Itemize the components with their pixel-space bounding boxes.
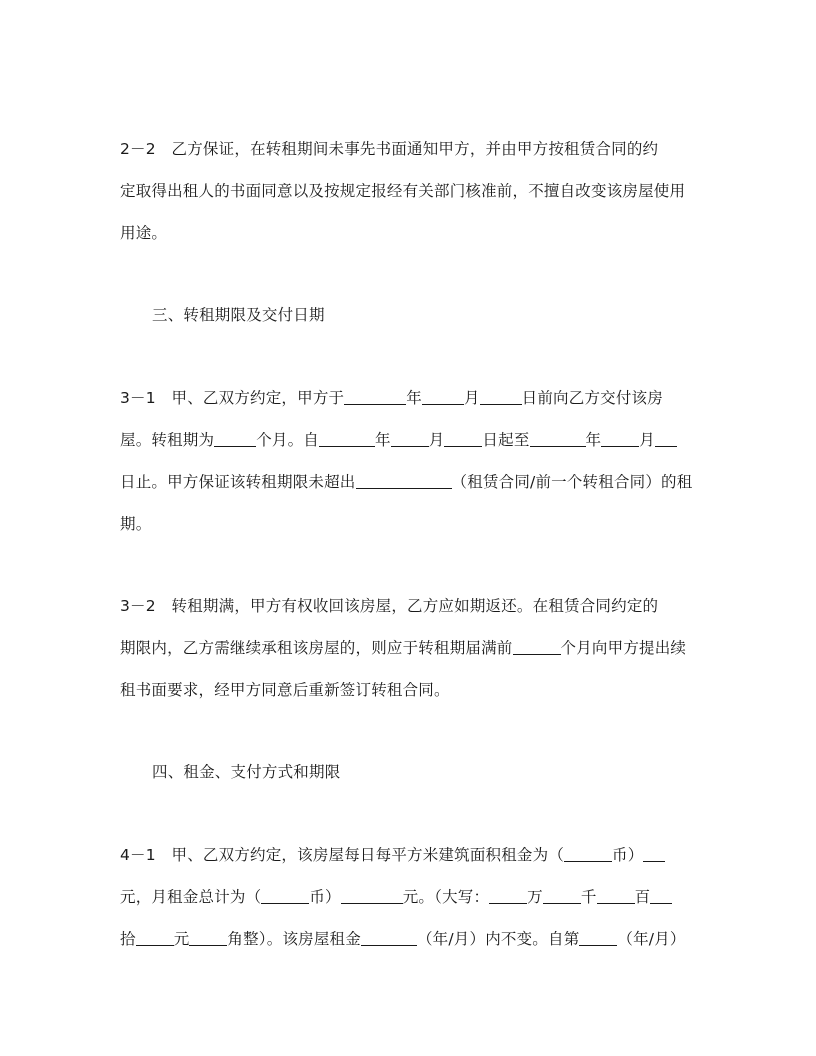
blank-monthly-currency[interactable] <box>261 888 309 904</box>
blank-qian[interactable] <box>543 888 581 904</box>
blank-from-period[interactable] <box>579 930 617 946</box>
blank-start-year[interactable] <box>319 431 375 447</box>
section-heading-4: 四、租金、支付方式和期限 <box>152 763 341 781</box>
clause-2-2-line-3: 用途。 <box>120 224 168 242</box>
blank-start-day[interactable] <box>444 431 482 447</box>
text-fragment: 元 <box>173 930 190 948</box>
clause-2-2-line-1: 2－2 乙方保证，在转租期间未事先书面通知甲方，并由甲方按租赁合同的约 <box>120 140 659 158</box>
clause-3-2-line-1: 3－2 转租期满，甲方有权收回该房屋，乙方应如期返还。在租赁合同约定的 <box>120 597 659 615</box>
blank-day[interactable] <box>480 389 522 405</box>
blank-end-day[interactable] <box>655 431 677 447</box>
blank-monthly-amount[interactable] <box>341 888 403 904</box>
blank-daily-rent[interactable] <box>643 846 665 862</box>
text-fragment: 月 <box>428 431 445 449</box>
text-fragment: 日前向乙方交付该房 <box>521 389 663 407</box>
text-fragment: 百 <box>634 888 651 906</box>
text-fragment: （租赁合同/前一个转租合同）的租 <box>451 473 693 491</box>
blank-notice-months[interactable] <box>513 639 561 655</box>
blank-wan[interactable] <box>489 888 527 904</box>
text-fragment: 3－1 甲、乙双方约定，甲方于 <box>120 389 345 407</box>
text-fragment: 日起至 <box>482 431 530 449</box>
blank-jiao[interactable] <box>189 930 227 946</box>
blank-year[interactable] <box>344 389 406 405</box>
text-fragment: 角整）。该房屋租金 <box>227 930 361 948</box>
clause-4-1-line-2 <box>120 887 700 907</box>
clause-3-2-line-3: 租书面要求，经甲方同意后重新签订转租合同。 <box>120 681 450 699</box>
blank-month[interactable] <box>422 389 464 405</box>
blank-bai[interactable] <box>597 888 635 904</box>
blank-yuan[interactable] <box>136 930 174 946</box>
clause-3-1-line-3 <box>120 472 700 492</box>
text-fragment: （年/月）内不变。自第 <box>416 930 580 948</box>
blank-currency[interactable] <box>564 846 612 862</box>
blank-start-month[interactable] <box>391 431 429 447</box>
text-fragment: 4－1 甲、乙双方约定，该房屋每日每平方米建筑面积租金为（ <box>120 846 565 864</box>
text-fragment: 币） <box>612 846 644 864</box>
text-fragment: 元。（大写： <box>402 888 490 906</box>
blank-contract-name[interactable] <box>356 473 452 489</box>
clause-3-1-line-2 <box>120 430 700 450</box>
blank-end-year[interactable] <box>530 431 586 447</box>
text-fragment: 元，月租金总计为（ <box>120 888 262 906</box>
blank-months[interactable] <box>214 431 256 447</box>
clause-3-2-line-2 <box>120 638 700 658</box>
blank-rent-period[interactable] <box>361 930 417 946</box>
clause-4-1-line-3 <box>120 929 700 949</box>
clause-2-2-line-2: 定取得出租人的书面同意以及按规定报经有关部门核准前，不擅自改变该房屋使用 <box>120 182 686 200</box>
text-fragment: （年/月） <box>617 930 686 948</box>
text-fragment: 屋。转租期为 <box>120 431 215 449</box>
section-heading-3: 三、转租期限及交付日期 <box>152 306 325 324</box>
clause-3-1-line-1 <box>120 388 700 408</box>
text-fragment: 个月。自 <box>256 431 320 449</box>
text-fragment: 拾 <box>120 930 136 948</box>
text-fragment: 币） <box>309 888 341 906</box>
text-fragment: 万 <box>527 888 543 906</box>
clause-3-1-line-4: 期。 <box>120 515 152 533</box>
text-fragment: 月 <box>463 389 480 407</box>
text-fragment: 年 <box>375 431 391 449</box>
clause-4-1-line-1 <box>120 845 700 865</box>
text-fragment: 月 <box>639 431 655 449</box>
text-fragment: 年 <box>406 389 422 407</box>
blank-shi[interactable] <box>650 888 672 904</box>
text-fragment: 个月向甲方提出续 <box>560 639 687 657</box>
blank-end-month[interactable] <box>601 431 639 447</box>
text-fragment: 年 <box>585 431 602 449</box>
text-fragment: 期限内，乙方需继续承租该房屋的，则应于转租期届满前 <box>120 639 513 657</box>
text-fragment: 日止。甲方保证该转租期限未超出 <box>120 473 356 491</box>
text-fragment: 千 <box>580 888 597 906</box>
